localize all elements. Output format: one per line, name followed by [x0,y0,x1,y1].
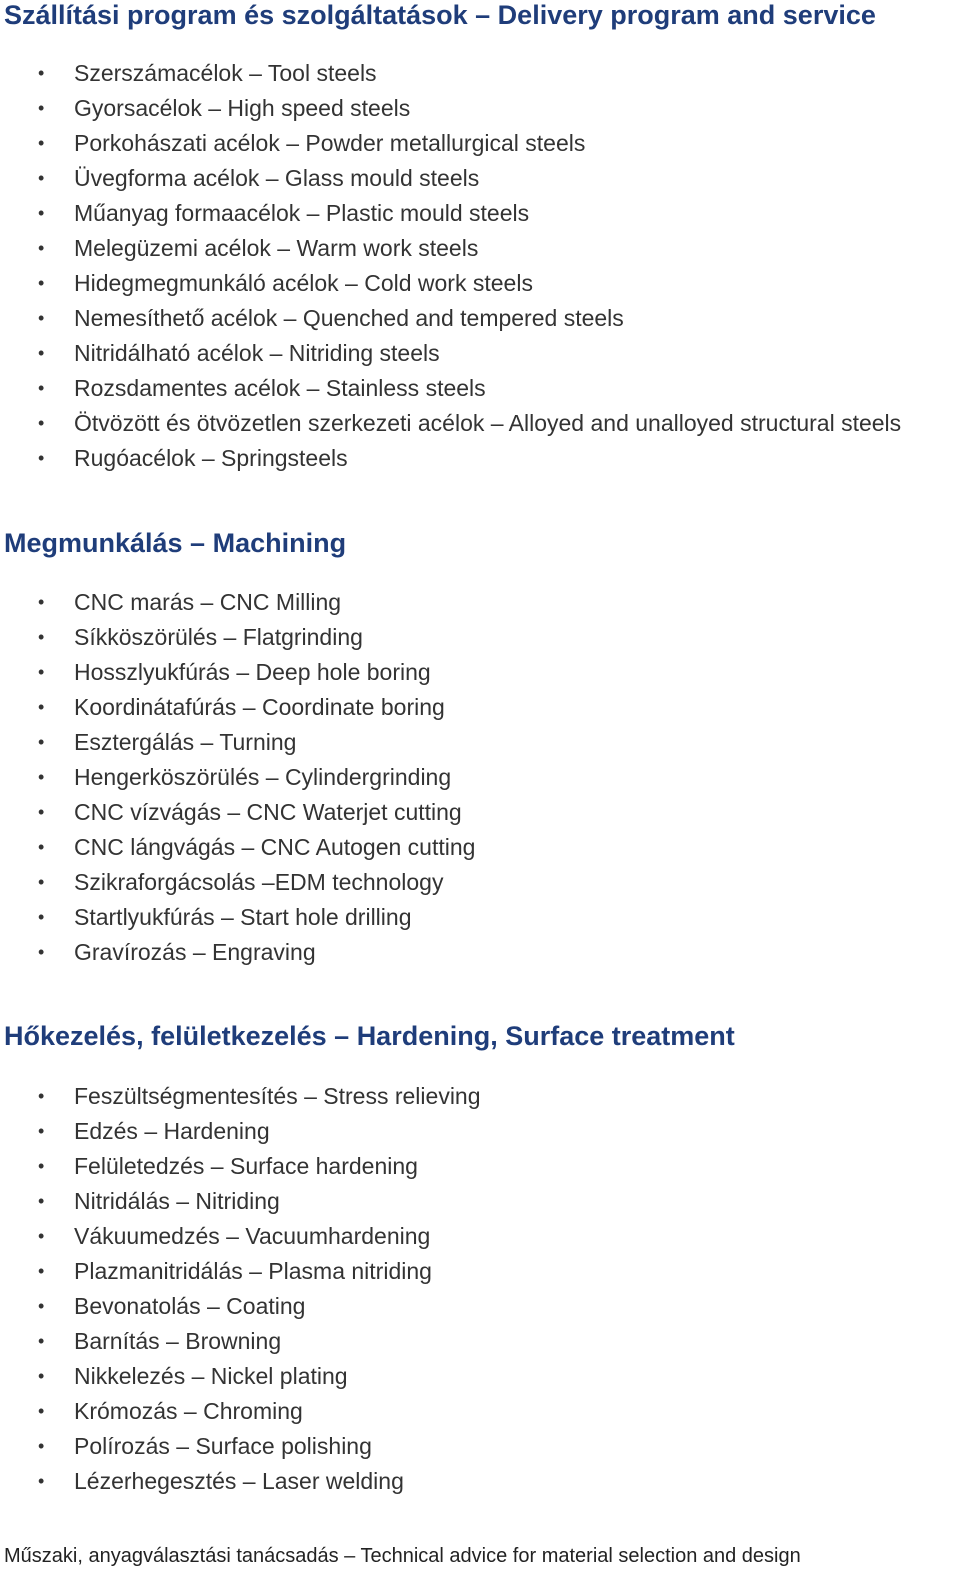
list-item-text: CNC lángvágás – CNC Autogen cutting [74,834,476,860]
list-item-text: CNC vízvágás – CNC Waterjet cutting [74,799,462,825]
bullet-icon: • [38,63,45,83]
bullet-icon: • [38,627,45,647]
list-item [0,830,475,865]
list-item-text: Bevonatolás – Coating [74,1293,306,1319]
list-item [0,161,901,196]
bullet-icon: • [38,98,45,118]
bullet-icon: • [38,872,45,892]
list-item-text: Plazmanitridálás – Plasma nitriding [74,1258,432,1284]
bullet-icon: • [38,1471,45,1491]
bullet-icon: • [38,448,45,468]
list-item [0,1464,481,1499]
list-item [0,371,901,406]
list-item [0,655,475,690]
list-item-text: Szerszámacélok – Tool steels [74,60,377,86]
list-item-text: Krómozás – Chroming [74,1398,303,1424]
bullet-icon: • [38,413,45,433]
list-item [0,935,475,970]
bullet-icon: • [38,308,45,328]
bullet-icon: • [38,1086,45,1106]
bullet-icon: • [38,1401,45,1421]
bullet-icon: • [38,1436,45,1456]
list-item [0,126,901,161]
section-heading-delivery: Szállítási program és szolgáltatások – Delivery program and service [4,0,876,30]
bullet-icon: • [38,942,45,962]
list-item [0,1394,481,1429]
list-item [0,1219,481,1254]
list-item [0,91,901,126]
list-item-text: Nitridálás – Nitriding [74,1188,280,1214]
hardening-list [0,1079,481,1499]
list-item [0,620,475,655]
list-item [0,900,475,935]
list-item [0,1184,481,1219]
list-item [0,1429,481,1464]
list-item [0,1079,481,1114]
bullet-icon: • [38,662,45,682]
list-item [0,266,901,301]
bullet-icon: • [38,697,45,717]
list-item [0,56,901,91]
list-item-text: Esztergálás – Turning [74,729,297,755]
list-item-text: Edzés – Hardening [74,1118,270,1144]
list-item-text: Gravírozás – Engraving [74,939,316,965]
footer-note: Műszaki, anyagválasztási tanácsadás – Technical advice for material selection and design [4,1545,801,1567]
list-item [0,725,475,760]
list-item-text: Hidegmegmunkáló acélok – Cold work steels [74,270,533,296]
list-item-text: Rozsdamentes acélok – Stainless steels [74,375,486,401]
bullet-icon: • [38,1366,45,1386]
list-item [0,406,901,441]
list-item [0,336,901,371]
bullet-icon: • [38,273,45,293]
list-item [0,441,901,476]
list-item-text: Lézerhegesztés – Laser welding [74,1468,404,1494]
bullet-icon: • [38,1121,45,1141]
list-item [0,585,475,620]
list-item [0,865,475,900]
machining-list [0,585,475,970]
list-item-text: Polírozás – Surface polishing [74,1433,372,1459]
list-item [0,301,901,336]
list-item [0,1324,481,1359]
bullet-icon: • [38,1296,45,1316]
list-item-text: Műanyag formaacélok – Plastic mould steels [74,200,530,226]
list-item-text: Barnítás – Browning [74,1328,282,1354]
list-item [0,1289,481,1324]
list-item-text: Feszültségmentesítés – Stress relieving [74,1083,481,1109]
list-item [0,795,475,830]
list-item [0,690,475,725]
bullet-icon: • [38,343,45,363]
bullet-icon: • [38,378,45,398]
bullet-icon: • [38,592,45,612]
list-item-text: Porkohászati acélok – Powder metallurgical steels [74,130,586,156]
bullet-icon: • [38,1226,45,1246]
list-item-text: Vákuumedzés – Vacuumhardening [74,1223,431,1249]
bullet-icon: • [38,732,45,752]
list-item-text: Melegüzemi acélok – Warm work steels [74,235,479,261]
bullet-icon: • [38,238,45,258]
list-item-text: Nemesíthető acélok – Quenched and tempered steels [74,305,624,331]
bullet-icon: • [38,1191,45,1211]
delivery-list [0,56,901,476]
bullet-icon: • [38,767,45,787]
list-item [0,1114,481,1149]
list-item-text: Üvegforma acélok – Glass mould steels [74,165,480,191]
list-item-text: Nitridálható acélok – Nitriding steels [74,340,440,366]
section-heading-hardening: Hőkezelés, felületkezelés – Hardening, Surface treatment [4,1021,735,1051]
list-item-text: Rugóacélok – Springsteels [74,445,348,471]
bullet-icon: • [38,1331,45,1351]
bullet-icon: • [38,203,45,223]
list-item [0,196,901,231]
bullet-icon: • [38,837,45,857]
list-item [0,231,901,266]
list-item-text: Startlyukfúrás – Start hole drilling [74,904,412,930]
list-item [0,1254,481,1289]
section-heading-machining: Megmunkálás – Machining [4,528,347,558]
bullet-icon: • [38,907,45,927]
list-item-text: Ötvözött és ötvözetlen szerkezeti acélok – Alloyed and unalloyed structural steels [74,410,902,436]
list-item-text: Koordinátafúrás – Coordinate boring [74,694,445,720]
list-item [0,1359,481,1394]
bullet-icon: • [38,802,45,822]
list-item-text: Hosszlyukfúrás – Deep hole boring [74,659,431,685]
bullet-icon: • [38,133,45,153]
list-item-text: Gyorsacélok – High speed steels [74,95,411,121]
list-item-text: Nikkelezés – Nickel plating [74,1363,348,1389]
list-item-text: CNC marás – CNC Milling [74,589,342,615]
bullet-icon: • [38,168,45,188]
list-item-text: Hengerköszörülés – Cylindergrinding [74,764,452,790]
bullet-icon: • [38,1261,45,1281]
list-item [0,760,475,795]
list-item [0,1149,481,1184]
list-item-text: Szikraforgácsolás –EDM technology [74,869,444,895]
bullet-icon: • [38,1156,45,1176]
list-item-text: Síkköszörülés – Flatgrinding [74,624,363,650]
list-item-text: Felületedzés – Surface hardening [74,1153,418,1179]
